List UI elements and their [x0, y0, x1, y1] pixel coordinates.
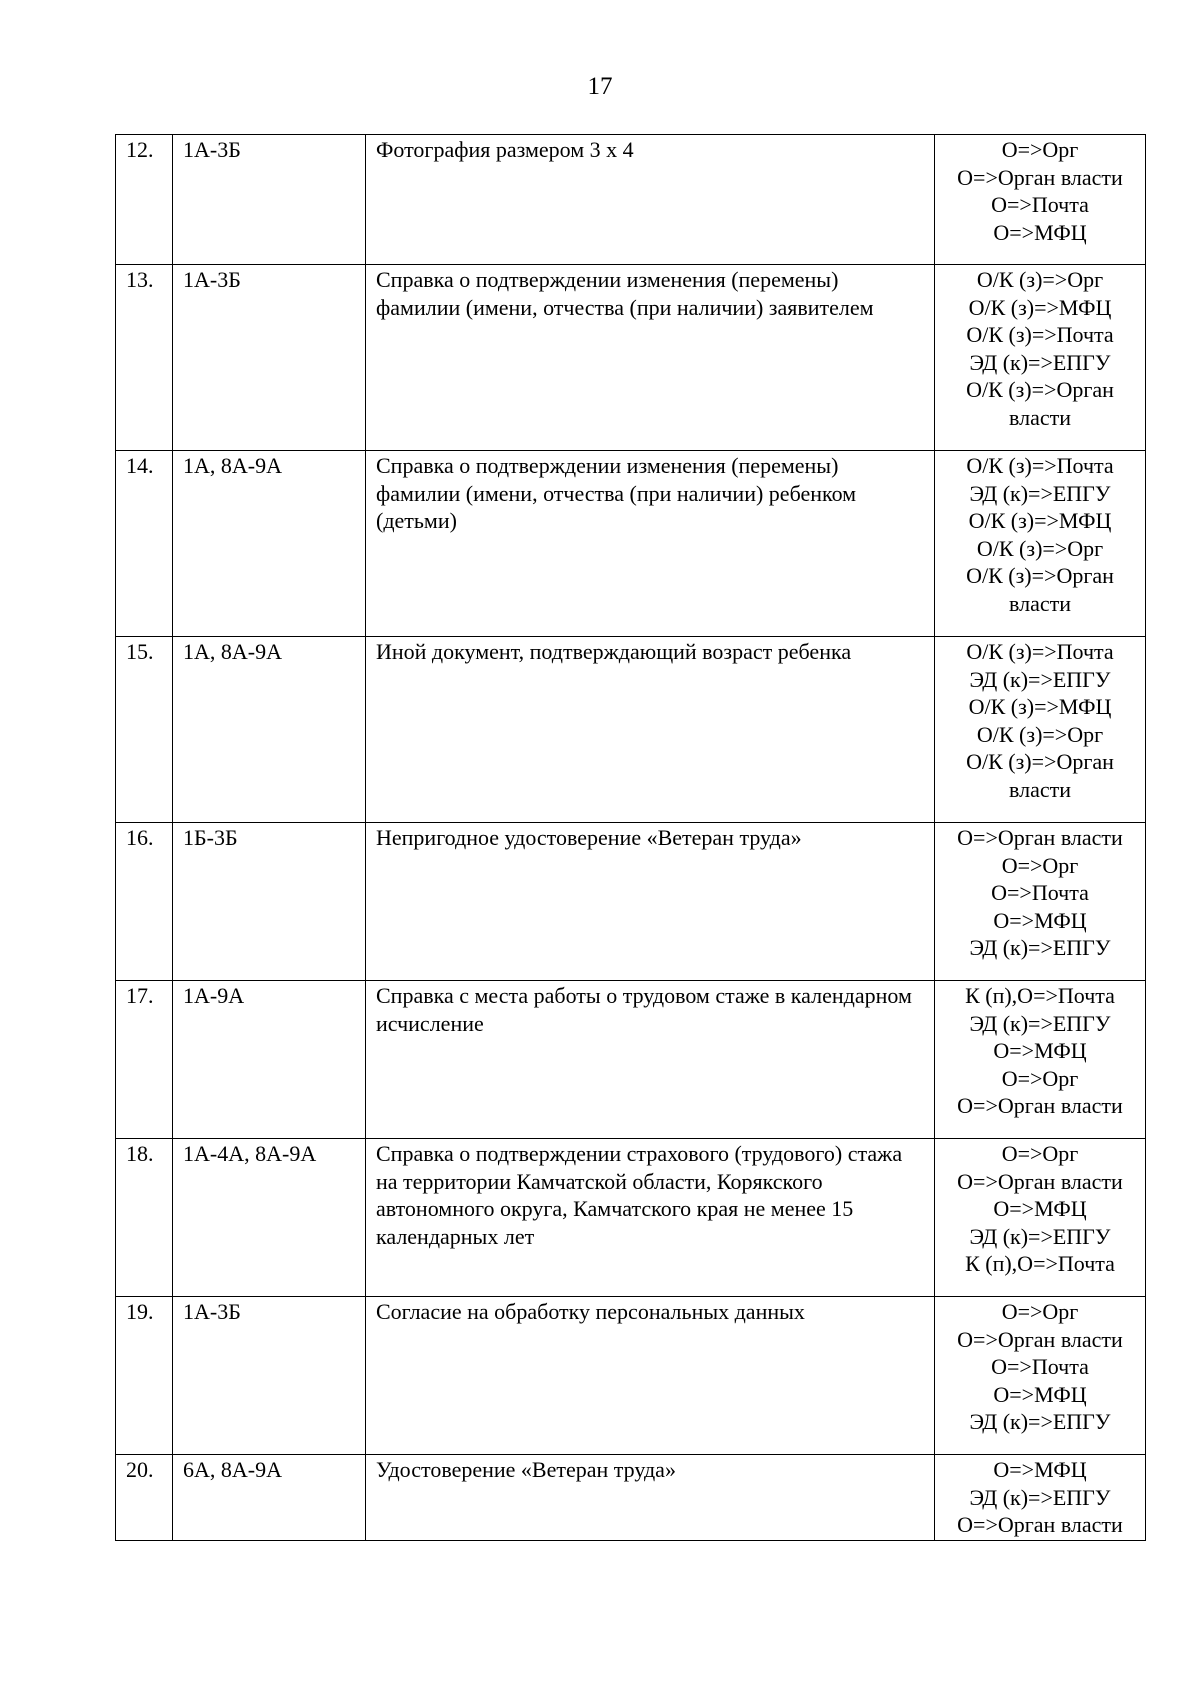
row-number: 16. [116, 823, 173, 981]
submission-way: О=>МФЦ [993, 1381, 1087, 1407]
submission-way: О/К (з)=>Орган [966, 563, 1114, 588]
submission-way: О=>Орган власти [957, 164, 1123, 190]
submission-way: О/К (з)=>Почта [966, 322, 1114, 347]
table-row [116, 1297, 1146, 1455]
submission-way: О=>Почта [991, 880, 1089, 905]
row-code: 1А, 8А-9А [173, 637, 366, 823]
submission-way: О=>МФЦ [993, 1457, 1087, 1482]
table-row [116, 637, 1146, 823]
submission-way: О=>Орган власти [957, 1512, 1123, 1537]
submission-way: К (п),О=>Почта [965, 1251, 1115, 1276]
row-code: 1А-3Б [173, 1297, 366, 1455]
row-number: 18. [116, 1139, 173, 1297]
row-number: 19. [116, 1297, 173, 1455]
table-row [116, 1139, 1146, 1297]
row-document-name: Справка с места работы о трудовом стаже в календарном исчисление [366, 981, 935, 1139]
submission-way: О/К (з)=>Почта [966, 639, 1114, 664]
submission-way: О=>Орг [1001, 137, 1079, 162]
page-number: 17 [587, 73, 613, 100]
submission-way: О=>Почта [991, 192, 1089, 217]
row-submission-ways [935, 1297, 1146, 1455]
documents-table [115, 134, 1146, 1541]
submission-way: ЭД (к)=>ЕПГУ [969, 1010, 1111, 1036]
submission-way: ЭД (к)=>ЕПГУ [969, 935, 1111, 960]
submission-way: О/К (з)=>МФЦ [968, 294, 1112, 320]
row-number: 15. [116, 637, 173, 823]
row-code: 1А-9А [173, 981, 366, 1139]
table-row [116, 265, 1146, 451]
row-number: 13. [116, 265, 173, 451]
table-row [116, 1455, 1146, 1541]
submission-way: О=>Орг [1001, 1065, 1079, 1091]
row-number: 17. [116, 981, 173, 1139]
submission-way: ЭД (к)=>ЕПГУ [969, 1223, 1111, 1249]
submission-way: ЭД (к)=>ЕПГУ [969, 480, 1111, 506]
row-code: 1А-3Б [173, 135, 366, 265]
submission-way: О=>Орган власти [957, 1093, 1123, 1118]
row-submission-ways [935, 823, 1146, 981]
submission-way: ЭД (к)=>ЕПГУ [969, 1409, 1111, 1434]
submission-way: О=>МФЦ [993, 219, 1087, 245]
submission-way: О=>Орган власти [957, 1326, 1123, 1352]
row-document-name: Удостоверение «Ветеран труда» [366, 1455, 935, 1541]
row-code: 1А-3Б [173, 265, 366, 451]
submission-way: О=>Орг [1001, 1141, 1079, 1166]
submission-way: власти [1009, 590, 1071, 616]
submission-way: О/К (з)=>Орган [966, 377, 1114, 402]
row-document-name: Справка о подтверждении изменения (перемены) фамилии (имени, отчества (при наличии) заявителем [366, 265, 935, 451]
submission-way: власти [1009, 776, 1071, 802]
row-number: 12. [116, 135, 173, 265]
table-row [116, 981, 1146, 1139]
submission-way: О/К (з)=>Орг [976, 535, 1104, 561]
submission-way: О/К (з)=>Орг [976, 267, 1104, 292]
row-code: 6А, 8А-9А [173, 1455, 366, 1541]
submission-way: О=>МФЦ [993, 907, 1087, 933]
row-code: 1А-4А, 8А-9А [173, 1139, 366, 1297]
submission-way: О=>Орг [1001, 852, 1079, 878]
row-document-name: Справка о подтверждении изменения (перемены) фамилии (имени, отчества (при наличии) ребенком (детьми) [366, 451, 935, 637]
row-document-name: Фотография размером 3 х 4 [366, 135, 935, 265]
row-submission-ways [935, 1455, 1146, 1541]
row-submission-ways [935, 981, 1146, 1139]
row-code: 1Б-3Б [173, 823, 366, 981]
submission-way: ЭД (к)=>ЕПГУ [969, 349, 1111, 375]
submission-way: О/К (з)=>Орг [976, 721, 1104, 747]
submission-way: власти [1009, 404, 1071, 430]
submission-way: О=>Орган власти [957, 825, 1123, 850]
row-submission-ways [935, 637, 1146, 823]
submission-way: ЭД (к)=>ЕПГУ [969, 1484, 1111, 1510]
row-submission-ways [935, 135, 1146, 265]
submission-way: ЭД (к)=>ЕПГУ [969, 666, 1111, 692]
submission-way: О/К (з)=>МФЦ [968, 508, 1112, 533]
submission-way: О=>Орган власти [957, 1168, 1123, 1194]
submission-way: О/К (з)=>Почта [966, 453, 1114, 478]
row-submission-ways [935, 1139, 1146, 1297]
row-document-name: Иной документ, подтверждающий возраст ребенка [366, 637, 935, 823]
submission-way: О/К (з)=>МФЦ [968, 694, 1112, 719]
submission-way: О=>Орг [1001, 1299, 1079, 1324]
table-row [116, 451, 1146, 637]
submission-way: О/К (з)=>Орган [966, 749, 1114, 774]
row-document-name: Непригодное удостоверение «Ветеран труда» [366, 823, 935, 981]
table-row [116, 135, 1146, 265]
table-row [116, 823, 1146, 981]
row-submission-ways [935, 451, 1146, 637]
submission-way: О=>МФЦ [993, 1196, 1087, 1221]
row-document-name: Согласие на обработку персональных данных [366, 1297, 935, 1455]
submission-way: К (п),О=>Почта [965, 983, 1115, 1008]
submission-way: О=>Почта [991, 1354, 1089, 1379]
row-number: 20. [116, 1455, 173, 1541]
row-document-name: Справка о подтверждении страхового (трудового) стажа на территории Камчатской области, Корякского автономного округа, Камчатского края не менее 15 календарных лет [366, 1139, 935, 1297]
row-submission-ways [935, 265, 1146, 451]
row-code: 1А, 8А-9А [173, 451, 366, 637]
row-number: 14. [116, 451, 173, 637]
submission-way: О=>МФЦ [993, 1038, 1087, 1063]
